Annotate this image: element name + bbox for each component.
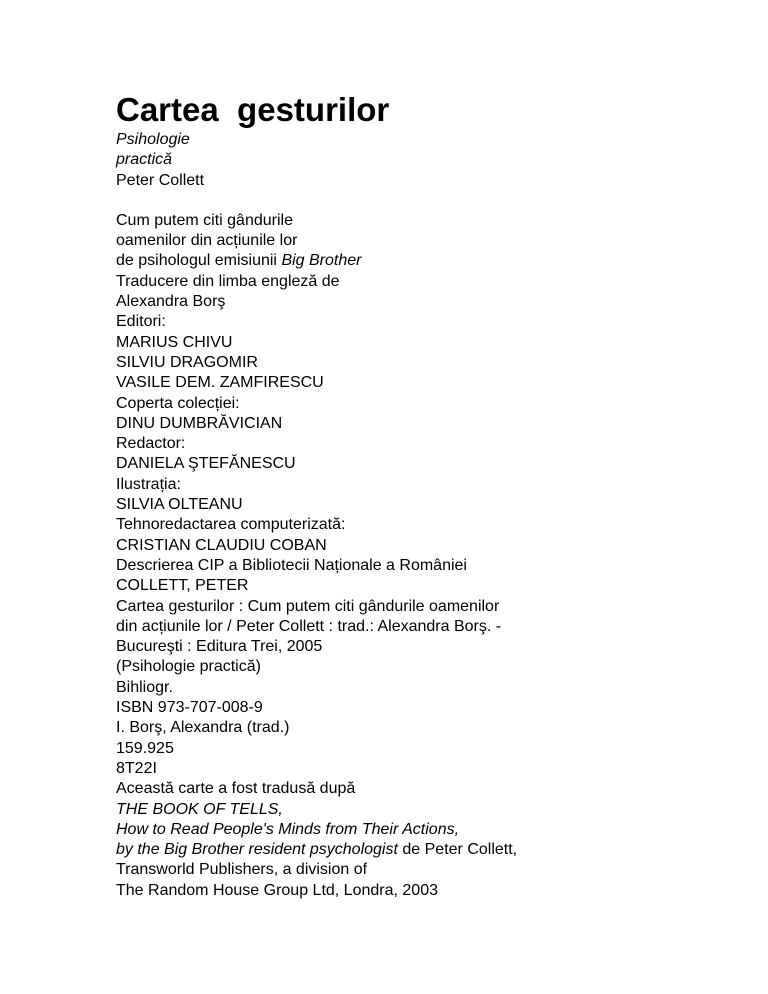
text-line: Bucureşti : Editura Trei, 2005 [116, 638, 323, 656]
text-line: Coperta colecției: [116, 394, 240, 412]
text-fragment: de Peter Collett, [397, 841, 518, 859]
text-line: The Random House Group Ltd, Londra, 2003 [116, 881, 438, 899]
paragraph-gap [116, 191, 756, 211]
text-fragment-italic: by the Big Brother resident psychologist [116, 841, 398, 859]
text-line: Tehnoredactarea computerizată: [116, 516, 346, 534]
text-line: CRISTIAN CLAUDIU COBAN [116, 536, 327, 554]
text-line: Ilustrația: [116, 475, 181, 493]
text-line: Transworld Publishers, a division of [116, 861, 368, 879]
text-line: Traducere din limba engleză de [116, 272, 340, 290]
text-line-italic: How to Read People's Minds from Their Actions, [116, 820, 460, 838]
text-line: Descrierea CIP a Bibliotecii Naționale a României [116, 556, 467, 574]
text-line: Alexandra Borş [116, 293, 226, 311]
text-line: DANIELA ŞTEFĂNESCU [116, 455, 296, 473]
text-line: Bihliogr. [116, 678, 173, 696]
author-name: Peter Collett [116, 171, 205, 189]
text-line: COLLETT, PETER [116, 577, 249, 595]
text-line-italic: THE BOOK OF TELLS, [116, 800, 283, 818]
text-line: oamenilor din acțiunile lor [116, 232, 298, 250]
text-line: Editori: [116, 313, 166, 331]
text-fragment-italic: Big Brother [281, 252, 362, 270]
book-title: Cartea gesturilor [116, 91, 390, 128]
text-line: ISBN 973-707-008-9 [116, 699, 263, 717]
series-name-line1: Psihologie [116, 131, 190, 148]
text-line [116, 251, 756, 271]
text-line: 8T22I [116, 759, 157, 777]
text-line: VASILE DEM. ZAMFIRESCU [116, 374, 324, 392]
text-line: (Psihologie practică) [116, 658, 261, 676]
text-line: I. Borş, Alexandra (trad.) [116, 719, 290, 737]
text-line: din acțiunile lor / Peter Collett : trad.: Alexandra Borş. - [116, 617, 502, 635]
text-line: SILVIU DRAGOMIR [116, 353, 258, 371]
text-line: Această carte a fost tradusă după [116, 780, 356, 798]
document-page [116, 90, 756, 901]
text-line [116, 840, 756, 860]
text-line: 159.925 [116, 739, 174, 757]
text-line: MARIUS CHIVU [116, 333, 233, 351]
text-line: Cum putem citi gândurile [116, 211, 293, 229]
series-name-line2: practică [116, 151, 173, 169]
text-line: SILVIA OLTEANU [116, 496, 243, 514]
text-line: Cartea gesturilor : Cum putem citi gândurile oamenilor [116, 597, 500, 615]
text-line: Redactor: [116, 435, 186, 453]
text-fragment: de psihologul emisiunii [116, 252, 282, 270]
text-line: DINU DUMBRĂVICIAN [116, 414, 283, 432]
